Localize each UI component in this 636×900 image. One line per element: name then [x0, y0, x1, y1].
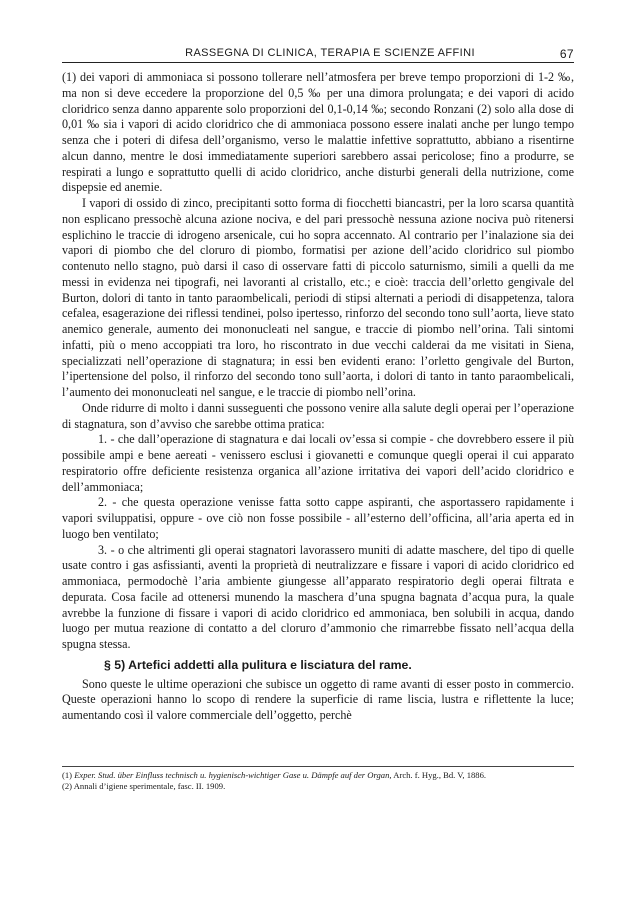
- journal-title: RASSEGNA DI CLINICA, TERAPIA E SCIENZE AFFINI: [185, 47, 475, 59]
- list-item-2: 2. - che questa operazione venisse fatta sotto cappe aspiranti, che asportassero rapidamente i vapori sviluppatisi, oppure - ove ciò non fosse possibile - all’esterno dell’officina, all’aria aperta ed in luogo ben ventilato;: [62, 495, 574, 541]
- list-item-1: 1. - che dall’operazione di stagnatura e dai locali ov’essa si compie - che dovrebbero essere il più possibile ampi e bene aereati - venissero esclusi i giovanetti e comunque quegli operai il cui apparato respiratorio offre deficiente resistenza organica all’azione irritativa dei vapori dell’acido cloridrico e dell’ammoniaca;: [62, 432, 574, 494]
- list-item-3: 3. - o che altrimenti gli operai stagnatori lavorassero muniti di adatte maschere, del tipo di quelle usate contro i gas asfissianti, aventi la proprietà di neutralizzare e fissare i vapori di acido cloridrico ed ammoniaca, permodochè l’aria ambiente giungesse all’apparato respiratorio degli operai filtrata e depurata. Cosa facile ad ottenersi munendo la maschera d’una spugna bagnata d’acqua pura, la quale avrebbe la funzione di fissare i vapori di acido cloridrico ed ammoniaca, ben solubili in acqua, dando luogo per mutua reazione di contatto a del cloruro d’ammonio che rimarrebbe fissato nell’acqua della spugna stessa.: [62, 542, 574, 651]
- footnote-1: [62, 770, 574, 781]
- footnote-1-title: Exper. Stud. über Einfluss technisch u. hygienisch-wichtiger Gase u. Dämpfe auf der Organ,: [74, 770, 392, 780]
- footnotes: [62, 766, 574, 792]
- footnote-divider: [62, 766, 574, 767]
- page-number: 67: [559, 47, 574, 61]
- section-heading: § 5) Artefici addetti alla pulitura e lisciatura del rame.: [104, 657, 412, 672]
- footnote-2: (2) Annali d’igiene sperimentale, fasc. II. 1909.: [62, 781, 226, 791]
- footnote-1-source: Arch. f. Hyg., Bd. V, 1886.: [393, 770, 487, 780]
- footnote-1-marker: (1): [62, 770, 73, 780]
- running-header: [62, 47, 574, 63]
- closing-paragraph: Sono queste le ultime operazioni che subisce un oggetto di rame avanti di esser posto in commercio. Queste operazioni hanno lo scopo di rendere la superficie di rame liscia, lustra e riflettente la luce; aumentando così il valore commerciale dell’oggetto, perchè: [62, 676, 574, 722]
- body-text: [62, 70, 574, 724]
- paragraph-1: (1) dei vapori di ammoniaca si possono tollerare nell’atmosfera per breve tempo proporzioni di 1-2 ‰, ma non si deve eccedere la proporzione del 0,5 ‰ per una dimora prolungata; e dei vapori di acido cloridrico senza danno apparente solo proporzioni del 0,1-0,14 ‰; secondo Ronzani (2) solo alla dose di 0,01 ‰ sia i vapori di acido cloridrico che di ammoniaca possono essere inalati anche per lungo tempo senza che i poteri di difesa dell’organismo, verso le malattie infettive soprattutto, abbiano a risentirne alcun danno, mentre le dosi immediatamente superiori sarebbero assai pericolose; fino a produrre, se respirati a lungo e soprattutto quelli di acido cloridrico, anche disturbi generali della nutrizione, come dispepsie ed anemie.: [62, 70, 574, 195]
- paragraph-3: Onde ridurre di molto i danni susseguenti che possono venire alla salute degli operai per l’operazione di stagnatura, son d’avviso che sarebbe ottima pratica:: [62, 400, 574, 431]
- paragraph-2: I vapori di ossido di zinco, precipitanti sotto forma di fiocchetti biancastri, per la loro scarsa quantità non esplicano pressochè alcuna azione nociva, e del pari pressochè nessuna azione nociva può ritenersi esplichino le traccie di idrogeno arsenicale, cui ho sopra accennato. Al contrario per l’inalazione sia dei vapori di piombo che del cloruro di piombo, formatisi per azione dell’acido cloridrico sul piombo contenuto nello stagno, può darsi il caso di osservare fatti di piccolo saturnismo, simili a quelli da me messi in evidenza nei tipografi, nei lavoranti al cristallo, etc.; e cioè: traccia dell’orletto gengivale del Burton, dolori di tanto in tanto paraombelicali, periodi di stipsi alternati a periodi di disappetenza, talora cefalea, esagerazione dei riflessi tendinei, polso ipertesso, rinforzo del secondo tono sull’aorta, lieve stato anemico generale, aumento dei mononucleati nel sangue, e traccie di piombo nell’orina. Tali sintomi infatti, più o meno accoppiati tra loro, ho riscontrato in due vecchi calderai da me visitati in Siena, specializzati nell’operazione di stagnatura; in essi ben evidenti erano: l’orletto gengivale del Burton, l’ipertensione del polso, il rinforzo del secondo tono sull’aorta, i dolori di tanto in tanto paraombelicali, l’aumento dei mononucleati nel sangue, e le traccie di piombo nell’orina.: [62, 196, 574, 399]
